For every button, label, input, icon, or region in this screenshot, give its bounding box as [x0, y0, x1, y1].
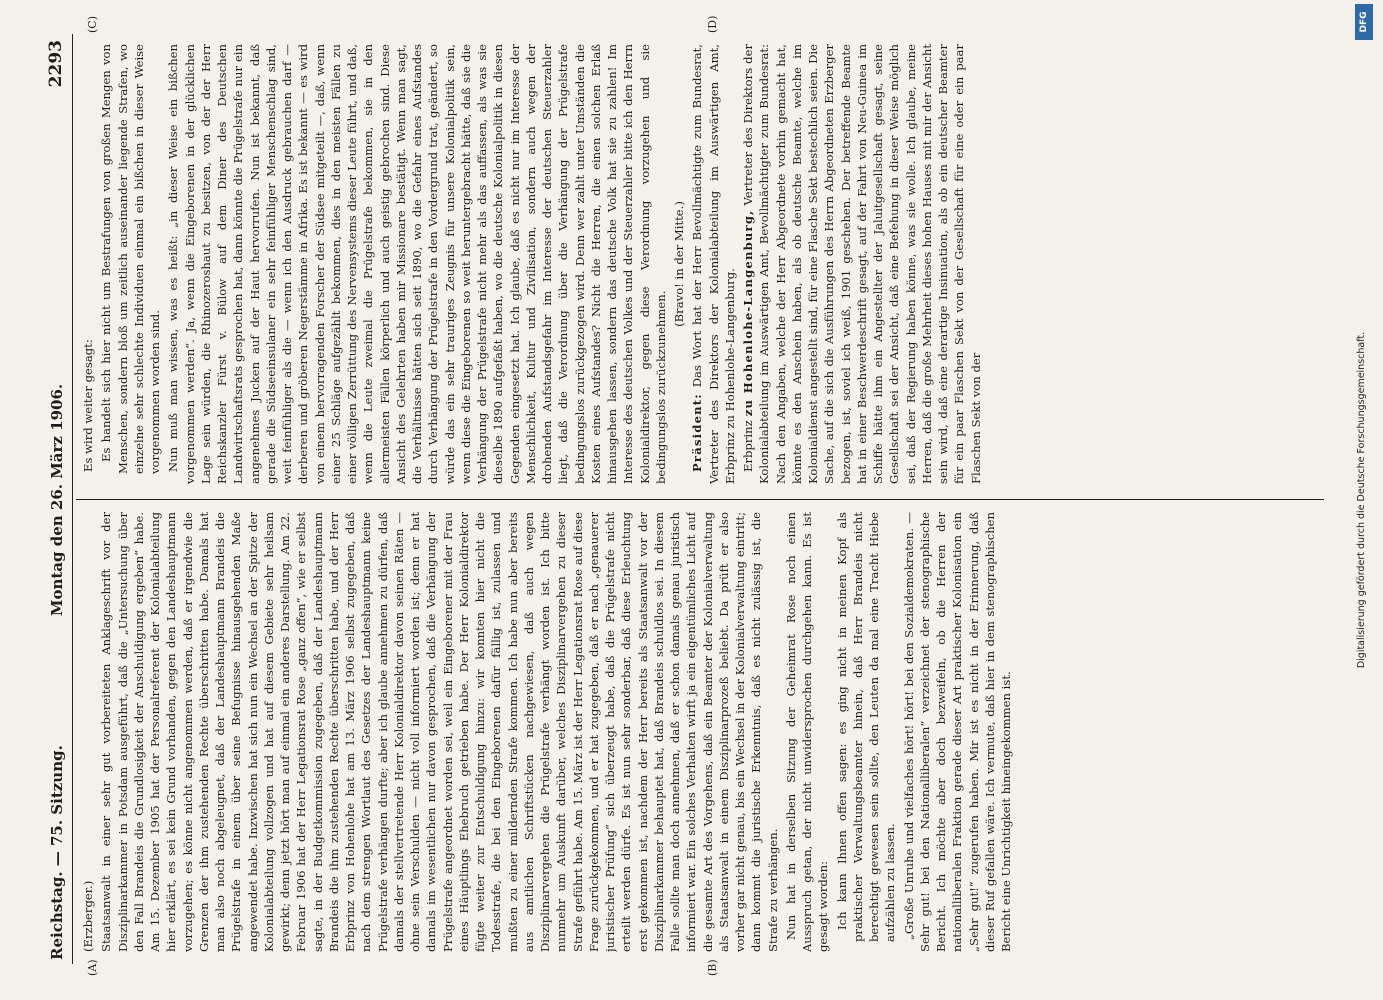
right-quote: Es handelt sich hier nicht um Bestrafungen von großen Mengen von Menschen, sondern bloß um zeitlich auseinander liegende Strafen, wo einzelne sehr schlechte Individuen einmal ein bißchen in dieser Weise vorgenommen worden sind. — [99, 44, 162, 474]
header-session: Reichstag. — 75. Sitzung. — [48, 745, 66, 960]
speaker-tag: (Erzberger.) — [81, 880, 95, 952]
hohenlohe-name: zu Hohenlohe-Langenburg, — [741, 209, 755, 417]
left-paragraph-2: Nun hat in derselben Sitzung der Geheimrat Rose noch einen Ausspruch getan, der nicht unwidersprochen durchgehen kann. Es ist gesagt worden: — [783, 512, 831, 952]
marker-a: (A) — [86, 959, 99, 976]
column-divider — [76, 499, 1324, 500]
marker-d: (D) — [706, 15, 719, 33]
president-paragraph — [689, 44, 738, 484]
left-quote: Ich kann Ihnen offen sagen: es ging nicht in meinen Kopf als praktischer Verwaltungsbeamter hinein, daß Herr Brandeis nicht berechtigt gewesen sein sollte, den Leuten da mal eine Tracht Hiebe aufzählen zu lassen. — [834, 512, 898, 942]
left-paragraph-3: „Große Unruhe und vielfaches hört! hört! bei den Sozialdemokraten. — Sehr gut! bei den Nationalliberalen“ verzeichnet der stenographische Bericht. Ich möchte aber doch bezweifeln, ob die Herren der nationalliberalen Fraktion gerade dieser Art praktischer Kolonisation ein „Sehr gut!“ zugerufen haben. Mir ist es nicht in der Erinnerung, daß dieser Ruf gefallen wäre. Ich vermute, daß hier in dem stenographischen Bericht eine Unrichtigkeit hineingekommen ist. — [901, 512, 1013, 952]
header-date: Montag den 26. März 1906. — [48, 383, 66, 617]
president-text: Das Wort hat der Herr Bevollmächtigte zum Bundesrat, Vertreter des Direktors der Kolonialabteilung im Auswärtigen Amt, Erbprinz zu Hohenlohe-Langenburg. — [690, 44, 737, 484]
hohenlohe-paragraph — [740, 44, 984, 484]
left-paragraph-1: Staatsanwalt in einer sehr gut vorbereiteten Anklageschrift vor der Disziplinarkammer in Potsdam ausgeführt, daß die „Untersuchung über den Fall Brandeis die Grundlosigkeit der Anschuldigung ergeben“ habe. Am 15. Dezember 1905 hat der Personalreferent der Kolonialabteilung hier erklärt, es sei kein Grund vorhanden, gegen den Landeshauptmann vorzugehen; es könne nicht angenommen werden, daß er irgendwie die Grenzen der ihm zustehenden Rechte überschritten habe. Damals hat man also noch abgeleugnet, daß der Landeshauptmann Brandeis die Prügelstrafe in einem über seine Befugnisse hinausgehenden Maße angewendet habe. Inzwischen hat sich nun ein Wechsel an der Spitze der Kolonialabteilung vollzogen und hat auf diesem Gebiete sehr heilsam gewirkt; denn jetzt hört man auf einmal ein anderes Darstellung. Am 22. Februar 1906 hat der Herr Legationsrat Rose „ganz offen“, wie er selbst sagte, in der Budgetkommission zugegeben, daß der Landeshauptmann Brandeis die ihm zustehenden Rechte überschritten habe, und der Herr Erbprinz von Hohenlohe hat am 13. März 1906 selbst zugegeben, daß nach dem strengen Wortlaut des Gesetzes der Landeshauptmann keine Prügelstrafe verhängen durfte; aber ich glaube annehmen zu dürfen, daß damals der stellvertretende Herr Kolonialdirektor davon seinen Räten — ohne sein Verschulden — nicht voll informiert worden ist; denn er hat damals im wesentlichen nur davon gesprochen, daß die Verhängung der Prügelstrafe angeordnet worden sei, weil ein Eingeborener mit der Frau eines Häuptlings Ehebruch getrieben habe. Der Herr Kolonialdirektor fügte weiter zur Entschuldigung hinzu: wir konnten hier nicht die Todesstrafe, die bei den Eingeborenen dafür fällig ist, zulassen und mußten zu einer mildernden Strafe kommen. Ich habe nun aber bereits aus amtlichen Schriftstücken nachgewiesen, daß auch wegen Disziplinarvergehen die Prügelstrafe verhängt worden ist. Ich bitte nunmehr um Auskunft darüber, welches Disziplinarvergehen zu dieser Strafe geführt habe. Am 15. März ist der Herr Legationsrat Rose auf diese Frage zurückgekommen, und er hat zugegeben, daß er nach „genauerer juristischer Prüfung“ sich überzeugt habe, daß die Prügelstrafe nicht erteilt werden dürfe. Es ist nun sehr sonderbar, daß diese Erleuchtung erst gekommen ist, nachdem der Herr bereits als Staatsanwalt vor der Disziplinarkammer behauptet hat, daß Brandeis schuldlos sei. In diesem Falle sollte man doch annehmen, daß er schon damals genau juristisch informiert war. Ein solches Verhalten wirft ja ein eigentümliches Licht auf die gesamte Art des Vorgehens, daß ein Beamter der Kolonialverwaltung als Staatsanwalt in einem Disziplinarprozeß beliebt. Da prüft er also vorher gar nicht genau, bis ein Wechsel in der Kolonialverwaltung eintritt; dann kommt die juristische Erkenntnis, daß es nicht zulässig ist, die Strafe zu verhängen. — [99, 512, 780, 952]
header-rule — [72, 34, 73, 964]
marker-c: (C) — [86, 16, 99, 33]
right-column — [80, 44, 1320, 484]
hohenlohe-text: Vertreter des Direktors der Kolonialabteilung im Auswärtigen Amt, Bevollmächtigter zum Bundesrat: Nach den Angaben, welche der Herr Abgeordnete vorhin gemacht hat, könnte es den Anschein haben, als ob deutsche Beamte, welche im Kolonialdienst angestellt sind, für eine Flasche Sekt bestechlich seien. Die Sache, auf die sich die Ausführungen des Herrn Abgeordneten Erzberger bezogen, ist, soviel ich weiß, 1901 geschehen. Der betreffende Beamte hat in einer Beschwerdeschrift gesagt, auf der Fahrt von Neu-Guinea im Schiffe hätte ihm ein Angestellter der Jaluitgesellschaft gesagt, seine Gesellschaft sei der Ansicht, daß eine Befehung in dieser Weise möglich sei, daß der Regierung haben könne, was sie wolle. Ich glaube, meine Herren, daß die große Mehrheit dieses hohen Hauses mit mir der Ansicht sein wird, daß eine derartige Insinuation, als ob ein deutscher Beamter für ein paar Flaschen Sekt von der Gesellschaft für eine oder ein paar Flaschen Sekt von der — [741, 44, 983, 484]
dfg-logo: DFG — [1355, 4, 1373, 40]
right-paragraph-1: Es wird weiter gesagt: — [81, 339, 95, 472]
right-paragraph-2: Nun muß man wissen, was es heißt: „in dieser Weise ein bißchen vorgenommen werden“. Ja, wenn die Eingeborenen in der glücklichen Lage sein würden, die Rhinozeroshaut zu besitzen, von der der Herr Reichskanzler Fürst v. Bülow auf dem Diner des Deutschen Landwirtschaftsrats gesprochen hat, dann könnte die Prügelstrafe nur ein angenehmes Jucken auf der Haut hervorrufen. Nun ist bekannt, daß gerade die Südseeinsulaner ein sehr feinfühliger Menschenschlag sind, weit feinfühliger als die — wenn ich den Ausdruck gebrauchen darf — derberen und gröberen Negerstämme in Afrika. Es ist bekannt — es wird von einem hervorragenden Forscher der Südsee mitgeteilt —, daß, wenn einer 25 Schläge aufgezählt bekommen, dies in den meisten Fällen zu einer völligen Zerrüttung des Nervensystems dieser Leute führt, und daß, wenn die Leute zweimal die Prügelstrafe bekommen, sie in den allermeisten Fällen körperlich und auch geistig gebrochen sind. Diese Ansicht des Gelehrten haben mir Missionare bestätigt. Wenn man sagt, die Verhältnisse hätten sich seit 1890, wo die Gefahr eines Aufstandes durch Verhängung der Prügelstrafe in den Vordergrund trat, geändert, so würde das ein sehr trauriges Zeugnis für unsere Kolonialpolitik sein, wenn diese die Eingeborenen so weit heruntergebracht hätte, daß sie die Verhängung der Prügelstrafe nicht mehr als das auffassen, als was sie dieselbe 1890 aufgefaßt haben, wo die deutsche Kolonialpolitik in diesen Gegenden eingesetzt hat. Ich glaube, daß es nicht nur im Interesse der Menschlichkeit, Kultur und Zivilisation, sondern auch wegen der drohenden Aufstandsgefahr im Interesse der deutschen Steuerzahler liegt, daß die Verordnung über die Verhängung der Prügelstrafe bedingungslos zurückgezogen wird. Denn wer zahlt unter Umständen die Kosten eines Aufstandes? Nicht die Herren, die einen solchen Erlaß hinausgehen lassen, sondern das deutsche Volk hat sie zu zahlen! Im Interesse des deutschen Volkes und der Steuerzahler bitte ich den Herrn Kolonialdirektor, gegen diese Verordnung vorzugehen und sie bedingungslos zurückzunehmen. — [166, 44, 668, 484]
page-header — [46, 40, 70, 960]
page-number: 2293 — [46, 40, 66, 88]
applause-note: (Bravo! in der Mitte.) — [672, 201, 686, 327]
hohenlohe-intro: Erbprinz — [741, 420, 755, 472]
left-column — [80, 512, 1320, 952]
president-label: Präsident: — [690, 393, 705, 472]
marker-b: (B) — [706, 959, 719, 976]
digitization-credit: Digitalisierung gefördert durch die Deutsche Forschungsgemeinschaft. — [1356, 331, 1367, 669]
